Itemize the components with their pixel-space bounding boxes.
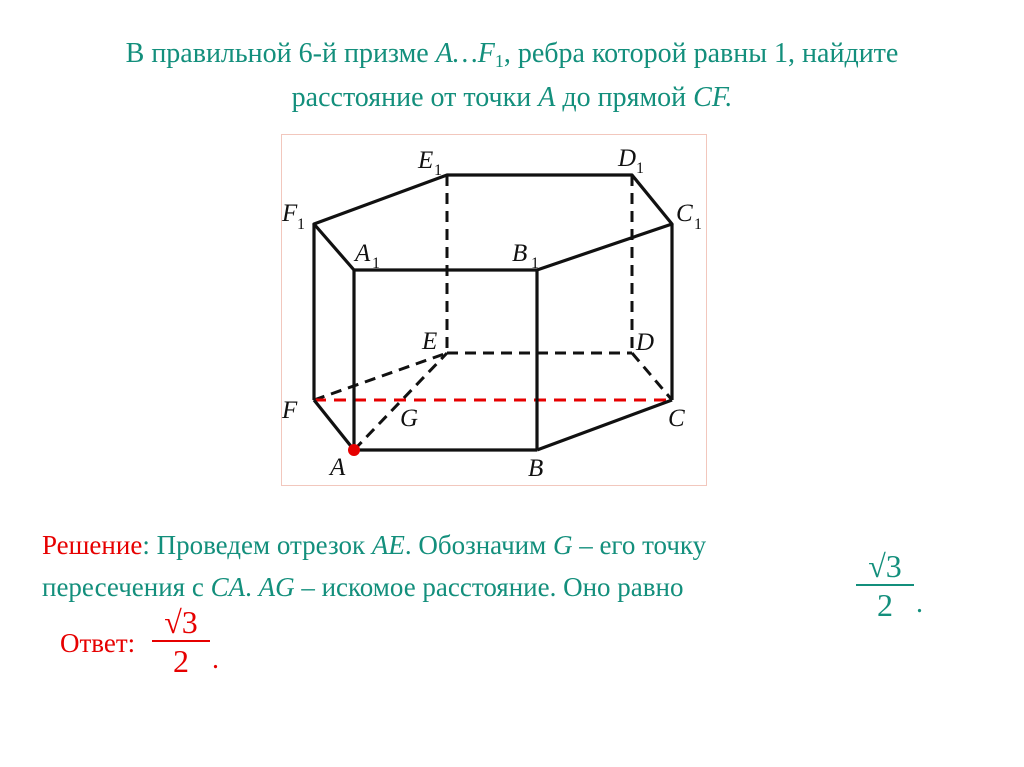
label-B1: B: [512, 240, 528, 267]
label-E1-sub: 1: [434, 162, 442, 179]
prism-subscript: 1: [494, 51, 504, 71]
label-A: A: [330, 454, 346, 481]
solution-text-part: пересечения с: [42, 572, 211, 602]
line-name: CA: [210, 572, 246, 602]
label-F: F: [282, 397, 298, 424]
fraction-numerator: √3: [868, 548, 902, 584]
point-name: G: [552, 530, 573, 560]
label-A1-sub: 1: [372, 255, 380, 272]
segment-name: AG: [258, 572, 295, 602]
fraction-numerator: √3: [164, 604, 198, 640]
label-C1: C: [676, 200, 693, 227]
label-D: D: [636, 329, 655, 356]
answer-fraction: [152, 604, 210, 680]
solution-text-part: . Обозначим: [404, 530, 553, 560]
segment-name: AE: [371, 530, 405, 560]
solution-text: [42, 524, 922, 608]
solution-line-1: [42, 524, 922, 566]
line-name: CF.: [693, 82, 733, 113]
label-A1: A: [355, 240, 371, 267]
problem-text: до прямой: [555, 82, 694, 113]
label-G: G: [400, 405, 419, 432]
solution-period: .: [916, 588, 923, 619]
edge-BC: [537, 400, 672, 450]
solution-text-part: – его точку: [572, 530, 707, 560]
answer-period: .: [212, 644, 219, 675]
label-E1: E: [418, 147, 434, 174]
label-D1-sub: 1: [636, 160, 644, 177]
label-B: B: [528, 455, 544, 482]
answer: [60, 628, 135, 659]
solution-text-part: – искомое расстояние. Оно равно: [294, 572, 684, 602]
problem-text: , ребра которой равны 1, найдите: [503, 38, 899, 69]
edge-FA: [314, 400, 354, 450]
solution-text-part: Проведем отрезок: [156, 530, 372, 560]
fraction-denominator: 2: [173, 643, 189, 679]
problem-text: расстояние от точки: [291, 82, 539, 113]
fraction-denominator: 2: [877, 587, 893, 623]
label-C: C: [668, 405, 685, 432]
prism-name: A…F: [435, 38, 495, 69]
point-A-marker: [348, 444, 360, 456]
label-F1: F: [282, 200, 298, 227]
edge-DC: [632, 353, 672, 400]
label-C1-sub: 1: [694, 216, 702, 233]
solution-colon: :: [142, 530, 157, 560]
solution-heading: Решение: [42, 530, 143, 560]
solution-text-part: .: [245, 572, 259, 602]
point-name: A: [538, 82, 556, 113]
solution-line-2: [42, 566, 922, 608]
label-F1-sub: 1: [297, 216, 305, 233]
problem-text: В правильной 6-й призме: [125, 38, 436, 69]
label-E: E: [422, 328, 438, 355]
answer-label: Ответ:: [60, 628, 136, 658]
edge-FE: [314, 353, 447, 400]
solution-fraction: [856, 548, 914, 624]
label-B1-sub: 1: [531, 255, 539, 272]
label-D1: D: [618, 145, 637, 172]
